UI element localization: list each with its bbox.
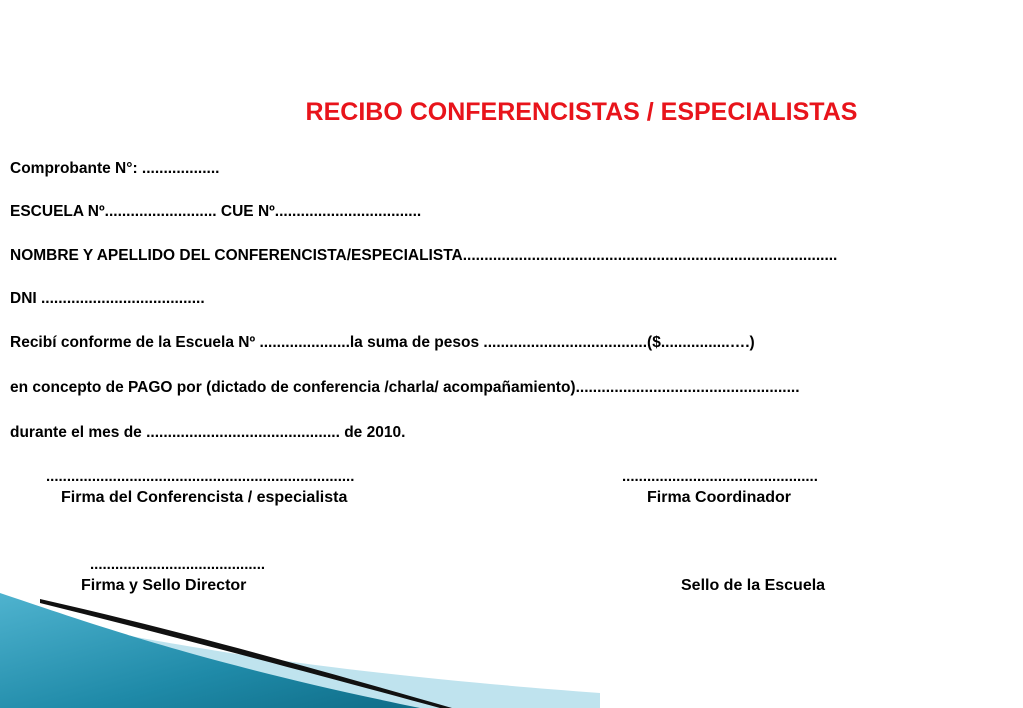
nombre-line: NOMBRE Y APELLIDO DEL CONFERENCISTA/ESPECIALISTA....................................................................................... bbox=[10, 247, 838, 264]
coordinador-signature-label: Firma Coordinador bbox=[647, 489, 792, 506]
director-signature-line: .......................................... bbox=[90, 556, 266, 573]
escuela-line: ESCUELA Nº.......................... CUE Nº.................................. bbox=[10, 203, 422, 220]
comprobante-line: Comprobante N°: .................. bbox=[10, 160, 220, 177]
dni-line: DNI ...................................... bbox=[10, 290, 205, 307]
document-title: RECIBO CONFERENCISTAS / ESPECIALISTAS bbox=[305, 98, 858, 126]
school-seal-label: Sello de la Escuela bbox=[681, 577, 826, 594]
decorative-swoosh bbox=[0, 593, 600, 708]
conferencista-signature-line: .......................................................................... bbox=[46, 468, 355, 485]
coordinador-signature-line: ............................................... bbox=[622, 468, 818, 485]
mes-line: durante el mes de ............................................. de 2010. bbox=[10, 424, 406, 441]
conferencista-signature-label: Firma del Conferencista / especialista bbox=[61, 489, 348, 506]
concepto-line: en concepto de PAGO por (dictado de conferencia /charla/ acompañamiento).................................................... bbox=[10, 379, 800, 396]
director-signature-label: Firma y Sello Director bbox=[81, 577, 247, 594]
recibi-line: Recibí conforme de la Escuela Nº .....................la suma de pesos ......................................($................….) bbox=[10, 334, 755, 351]
